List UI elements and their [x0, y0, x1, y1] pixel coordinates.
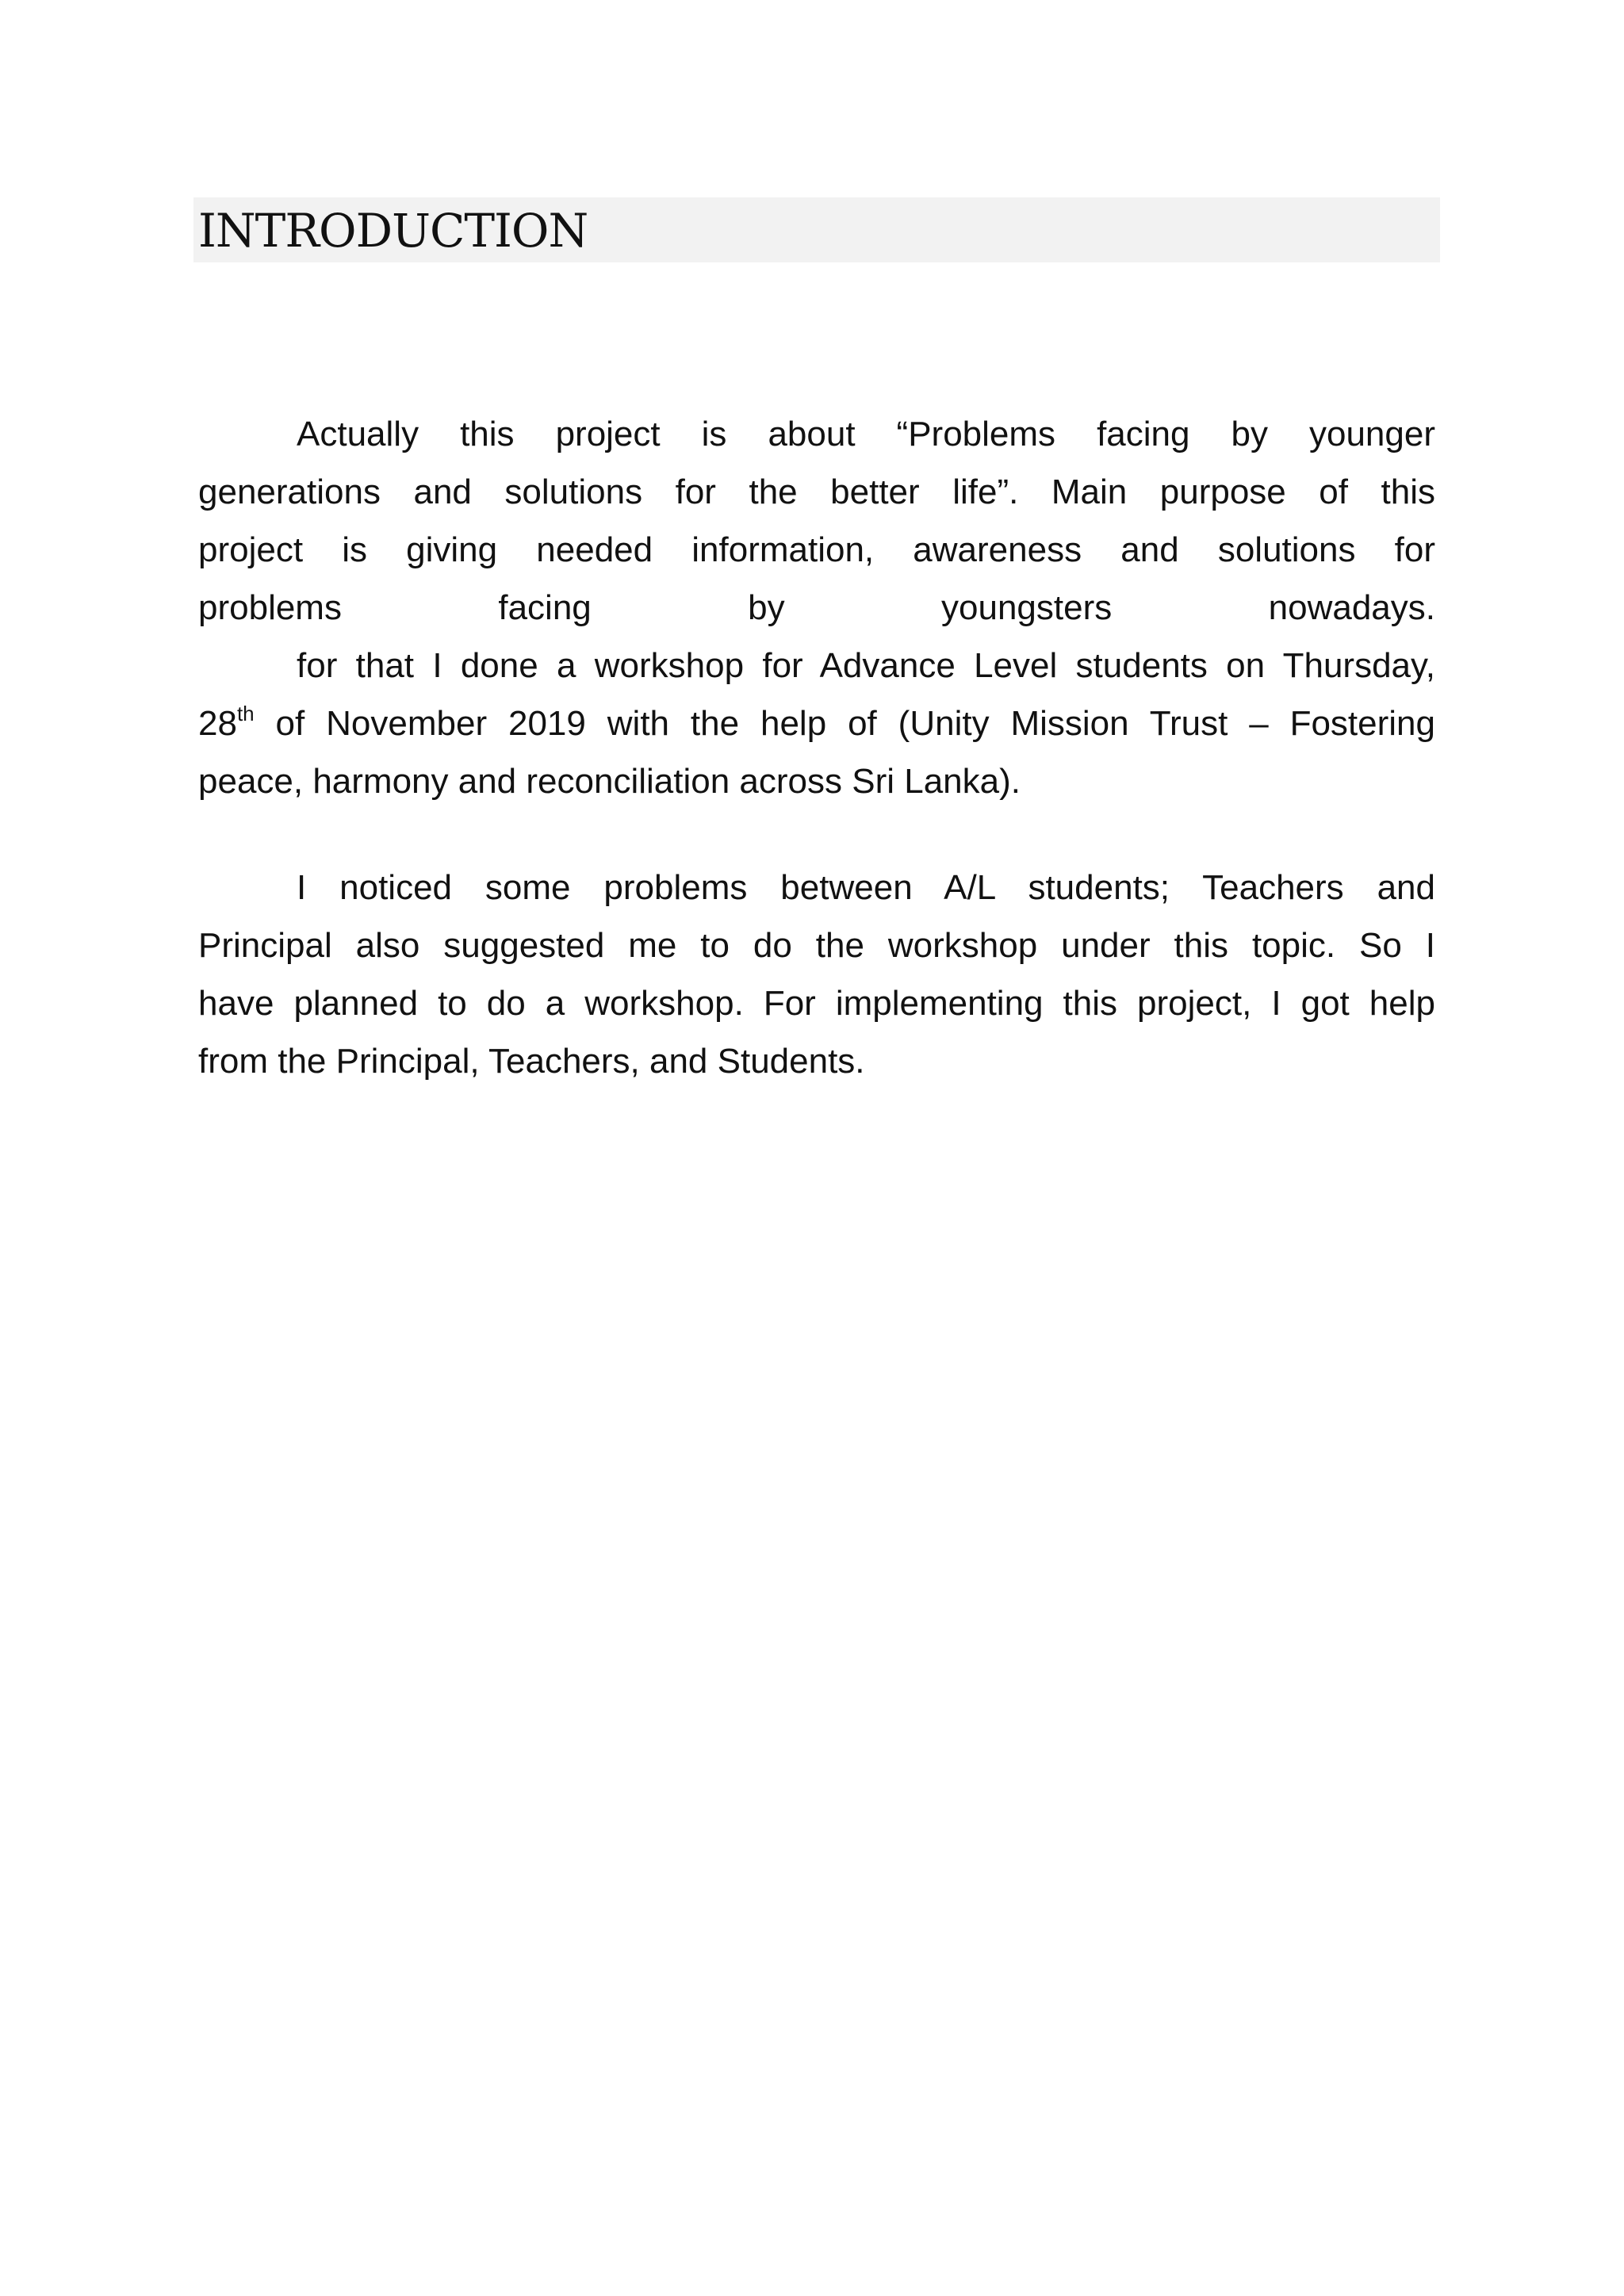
- paragraph-1-line-1: Actually this project is about “Problems facing by younger: [297, 415, 1435, 453]
- paragraph-1-line-7: peace, harmony and reconciliation across Sri Lanka).: [198, 762, 1021, 801]
- paragraph-2-line-1: I noticed some problems between A/L students; Teachers and: [297, 868, 1435, 907]
- date-day: 28: [198, 704, 237, 743]
- paragraph-2: [198, 859, 1435, 1090]
- page-title: INTRODUCTION: [198, 204, 588, 258]
- date-ordinal-suffix: th: [236, 702, 255, 725]
- paragraph-1-line-3: project is giving needed information, awareness and solutions for: [198, 530, 1435, 569]
- paragraph-1-line-4: problems facing by youngsters nowadays.: [198, 588, 1435, 627]
- paragraph-2-line-4: from the Principal, Teachers, and Students.: [198, 1042, 865, 1081]
- paragraph-1-line-2: generations and solutions for the better life”. Main purpose of this: [198, 473, 1435, 511]
- paragraph-2-line-2: Principal also suggested me to do the workshop under this topic. So I: [198, 926, 1435, 965]
- paragraph-1-line-5: for that I done a workshop for Advance Level students on Thursday,: [297, 646, 1435, 685]
- paragraph-1-line-6: [198, 695, 1435, 752]
- paragraph-1: [198, 405, 1435, 810]
- paragraph-2-line-3: have planned to do a workshop. For implementing this project, I got help: [198, 984, 1435, 1023]
- paragraph-1-line-6-text: of November 2019 with the help of (Unity Mission Trust – Fostering: [254, 704, 1435, 743]
